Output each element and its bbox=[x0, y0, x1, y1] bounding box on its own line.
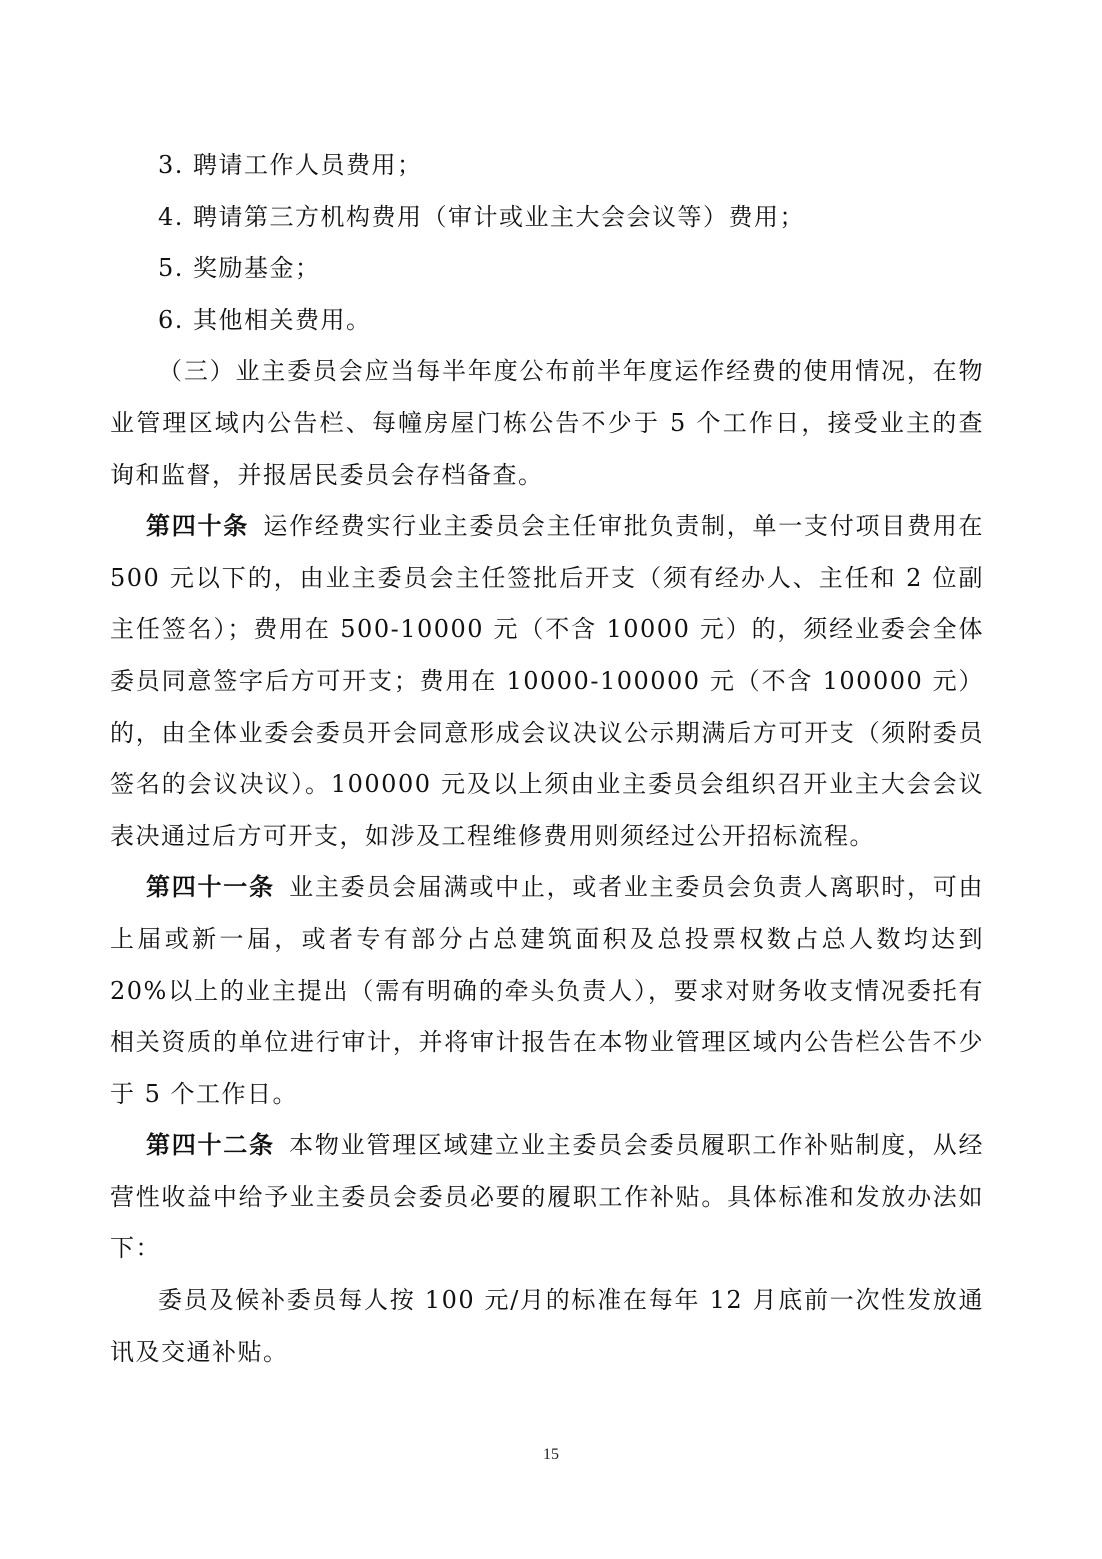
article-41-heading: 第四十一条 bbox=[146, 873, 275, 902]
list-item-3: 3. 聘请工作人员费用； bbox=[158, 151, 423, 179]
page-number: 15 bbox=[543, 1446, 559, 1463]
article-41 bbox=[110, 862, 984, 1120]
list-item-4: 4. 聘请第三方机构费用（审计或业主大会会议等）费用； bbox=[158, 202, 806, 231]
document-body bbox=[110, 140, 984, 1378]
article-42-heading: 第四十二条 bbox=[146, 1131, 275, 1160]
article-40-heading: 第四十条 bbox=[146, 512, 249, 541]
clause-3-paragraph: （三）业主委员会应当每半年度公布前半年度运作经费的使用情况，在物业管理区域内公告栏、每幢房屋门栋公告不少于 5 个工作日，接受业主的查询和监督，并报居民委员会存档备查。 bbox=[110, 357, 984, 489]
article-41-text: 业主委员会届满或中止，或者业主委员会负责人离职时，可由上届或新一届，或者专有部分占总建筑面积及总投票权数占总人数均达到 20%以上的业主提出（需有明确的牵头负责人），要求对财务收支情况委托有相关资质的单位进行审计，并将审计报告在本物业管理区域内公告栏公告不少于 5 个工作日。 bbox=[110, 873, 985, 1108]
list-item-5: 5. 奖励基金； bbox=[158, 254, 321, 283]
subsidy-paragraph: 委员及候补委员每人按 100 元/月的标准在每年 12 月底前一次性发放通讯及交通补贴。 bbox=[110, 1286, 984, 1366]
article-42 bbox=[110, 1120, 984, 1275]
article-42-text: 本物业管理区域建立业主委员会委员履职工作补贴制度，从经营性收益中给予业主委员会委员必要的履职工作补贴。具体标准和发放办法如下： bbox=[110, 1131, 985, 1263]
article-40 bbox=[110, 501, 984, 862]
list-item-6: 6. 其他相关费用。 bbox=[158, 305, 372, 334]
article-40-text: 运作经费实行业主委员会主任审批负责制，单一支付项目费用在 500 元以下的，由业主委员会主任签批后开支（须有经办人、主任和 2 位副主任签名）；费用在 500-10000 元（不含 10000 元）的，须经业委会全体委员同意签字后方可开支；费用在 10000-100000 元（不含 100000 元）的，由全体业委会委员开会同意形成会议决议公示期满后方可开支（须附委员签名的会议决议）。100000 元及以上须由业主委员会组织召开业主大会会议表决通过后方可开支，如涉及工程维修费用则须经过公开招标流程。 bbox=[110, 512, 985, 850]
